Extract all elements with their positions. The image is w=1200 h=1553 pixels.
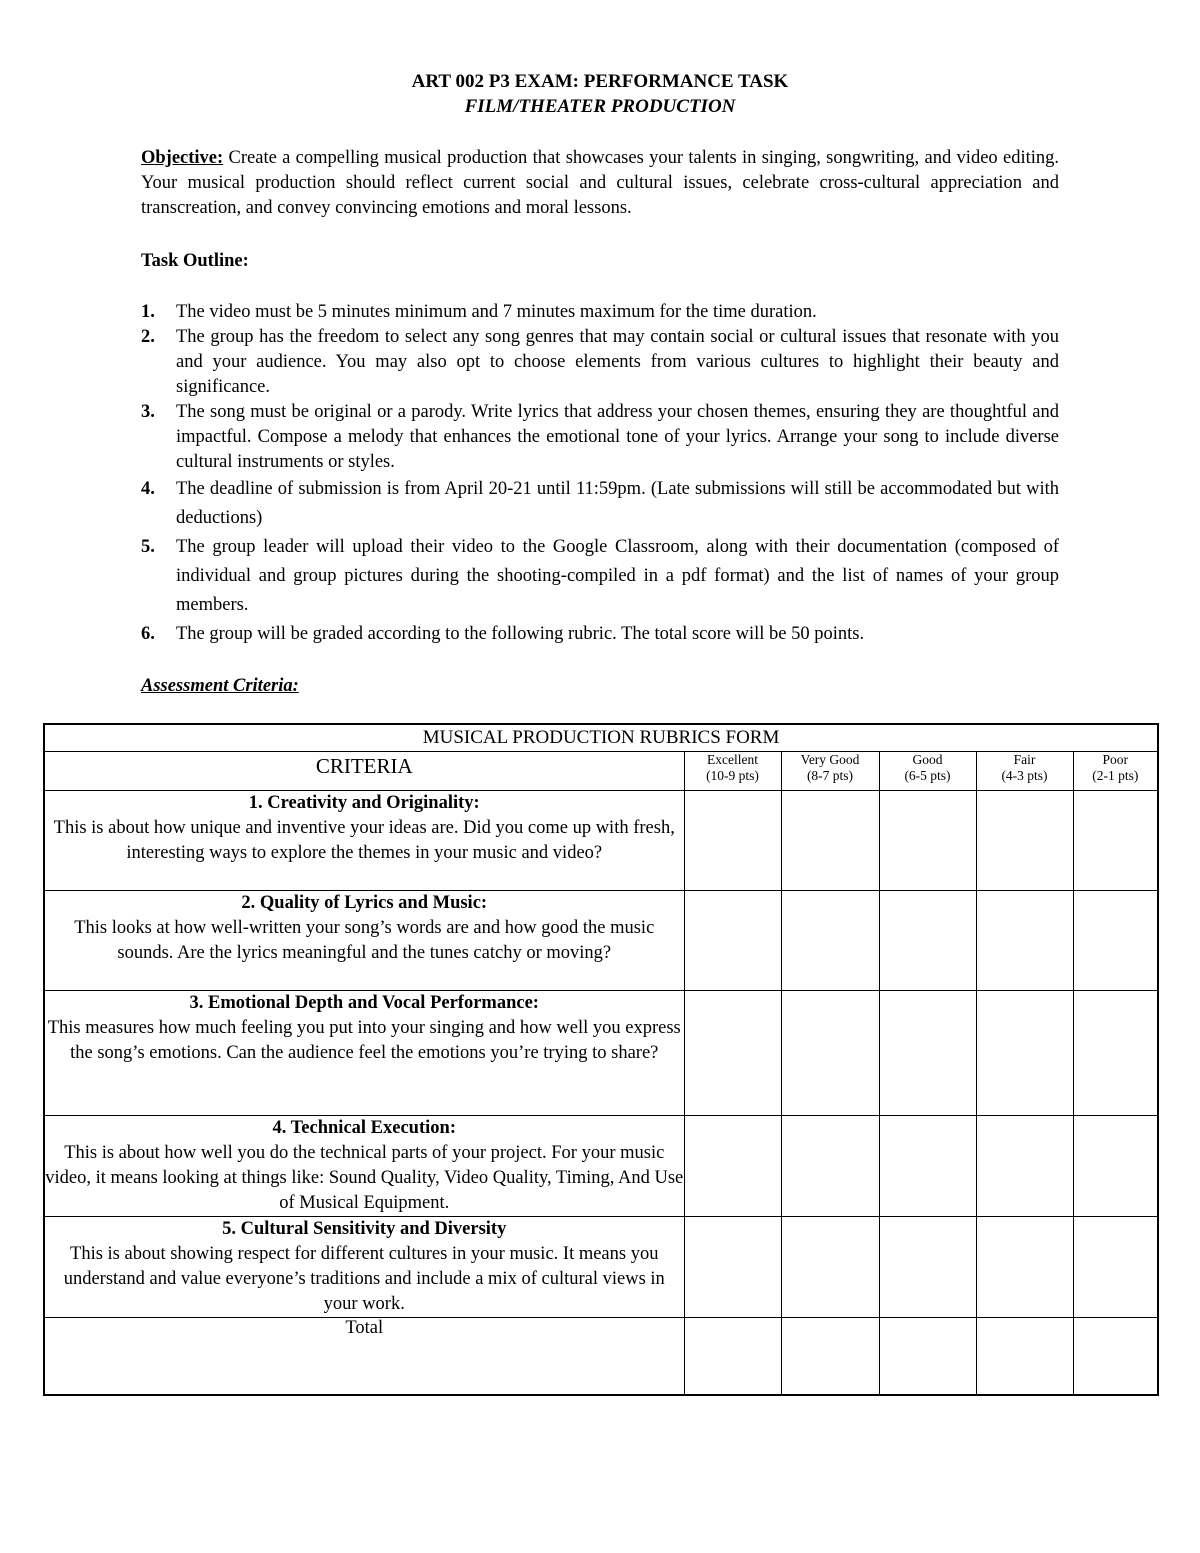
level-header-good: Good (6-5 pts): [879, 752, 976, 791]
score-cell[interactable]: [684, 1217, 781, 1318]
total-row: [44, 1318, 1158, 1395]
score-cell[interactable]: [781, 891, 879, 991]
score-cell[interactable]: [684, 1116, 781, 1217]
total-score-cell[interactable]: [879, 1318, 976, 1395]
score-cell[interactable]: [1073, 891, 1158, 991]
task-item: 4. The deadline of submission is from April 20-21 until 11:59pm. (Late submissions will still be accommodated but with deductions): [141, 479, 1059, 528]
rubric-header-row: [44, 752, 1158, 791]
score-cell[interactable]: [1073, 991, 1158, 1116]
score-cell[interactable]: [879, 1217, 976, 1318]
criterion-cell: 5. Cultural Sensitivity and Diversity This is about showing respect for different cultures in your music. It means you understand and value everyone’s traditions and include a mix of cultural views in your work.: [44, 1217, 684, 1318]
score-cell[interactable]: [879, 891, 976, 991]
score-cell[interactable]: [879, 1116, 976, 1217]
objective-label: Objective:: [141, 148, 224, 168]
level-header-very-good: Very Good (8-7 pts): [781, 752, 879, 791]
total-label: Total: [44, 1318, 684, 1395]
score-cell[interactable]: [1073, 791, 1158, 891]
total-score-cell[interactable]: [1073, 1318, 1158, 1395]
score-cell[interactable]: [879, 791, 976, 891]
score-cell[interactable]: [1073, 1217, 1158, 1318]
criterion-cell: 4. Technical Execution: This is about how well you do the technical parts of your project. For your music video, it means looking at things like: Sound Quality, Video Quality, Timing, And Use of Musical Equipment.: [44, 1116, 684, 1217]
table-row: [44, 1116, 1158, 1217]
table-row: [44, 891, 1158, 991]
score-cell[interactable]: [1073, 1116, 1158, 1217]
criterion-cell: 2. Quality of Lyrics and Music: This looks at how well-written your song’s words are and how good the music sounds. Are the lyrics meaningful and the tunes catchy or moving?: [44, 891, 684, 991]
criteria-header: CRITERIA: [44, 752, 684, 791]
table-row: [44, 791, 1158, 891]
assessment-heading: Assessment Criteria:: [141, 676, 299, 696]
rubric-form-title: MUSICAL PRODUCTION RUBRICS FORM: [44, 724, 1158, 752]
total-score-cell[interactable]: [684, 1318, 781, 1395]
level-header-excellent: Excellent (10-9 pts): [684, 752, 781, 791]
task-item: 2. The group has the freedom to select any song genres that may contain social or cultural issues that resonate with you and your audience. You may also opt to choose elements from various cultures to highlight their beauty and significance.: [141, 327, 1059, 397]
task-item: 1. The video must be 5 minutes minimum and 7 minutes maximum for the time duration.: [141, 302, 817, 322]
document-title: ART 002 P3 EXAM: PERFORMANCE TASK: [411, 71, 789, 92]
score-cell[interactable]: [879, 991, 976, 1116]
task-item: 6. The group will be graded according to the following rubric. The total score will be 50 points.: [141, 624, 865, 644]
score-cell[interactable]: [976, 991, 1073, 1116]
document-subtitle: FILM/THEATER PRODUCTION: [464, 96, 736, 117]
level-header-fair: Fair (4-3 pts): [976, 752, 1073, 791]
criterion-cell: 3. Emotional Depth and Vocal Performance: This measures how much feeling you put into your singing and how well you express the song’s emotions. Can the audience feel the emotions you’re trying to share?: [44, 991, 684, 1116]
score-cell[interactable]: [781, 1217, 879, 1318]
task-outline-heading: Task Outline:: [141, 251, 249, 271]
score-cell[interactable]: [684, 891, 781, 991]
total-score-cell[interactable]: [976, 1318, 1073, 1395]
score-cell[interactable]: [684, 991, 781, 1116]
objective-text: Create a compelling musical production that showcases your talents in singing, songwriting, and video editing. Your musical production should reflect current social and cultural issues, celebrate cross-cultural appreciation and transcreation, and convey convincing emotions and moral lessons.: [141, 148, 1059, 218]
objective-paragraph: [141, 146, 1059, 221]
rubric-title-row: [44, 724, 1158, 752]
score-cell[interactable]: [976, 791, 1073, 891]
score-cell[interactable]: [781, 991, 879, 1116]
total-score-cell[interactable]: [781, 1318, 879, 1395]
rubric-table: [43, 723, 1159, 1396]
score-cell[interactable]: [684, 791, 781, 891]
level-header-poor: Poor (2-1 pts): [1073, 752, 1158, 791]
score-cell[interactable]: [976, 1217, 1073, 1318]
task-item: 5. The group leader will upload their video to the Google Classroom, along with their documentation (composed of individual and group pictures during the shooting-compiled in a pdf format) and the list of names of your group members.: [141, 537, 1059, 615]
table-row: [44, 1217, 1158, 1318]
score-cell[interactable]: [976, 891, 1073, 991]
score-cell[interactable]: [976, 1116, 1073, 1217]
table-row: [44, 991, 1158, 1116]
task-item: 3. The song must be original or a parody. Write lyrics that address your chosen themes, ensuring they are thoughtful and impactful. Compose a melody that enhances the emotional tone of your lyrics. Arrange your song to include diverse cultural instruments or styles.: [141, 402, 1059, 472]
task-list: [141, 300, 1059, 649]
criterion-cell: 1. Creativity and Originality: This is about how unique and inventive your ideas are. Did you come up with fresh, interesting ways to explore the themes in your music and video?: [44, 791, 684, 891]
score-cell[interactable]: [781, 1116, 879, 1217]
score-cell[interactable]: [781, 791, 879, 891]
